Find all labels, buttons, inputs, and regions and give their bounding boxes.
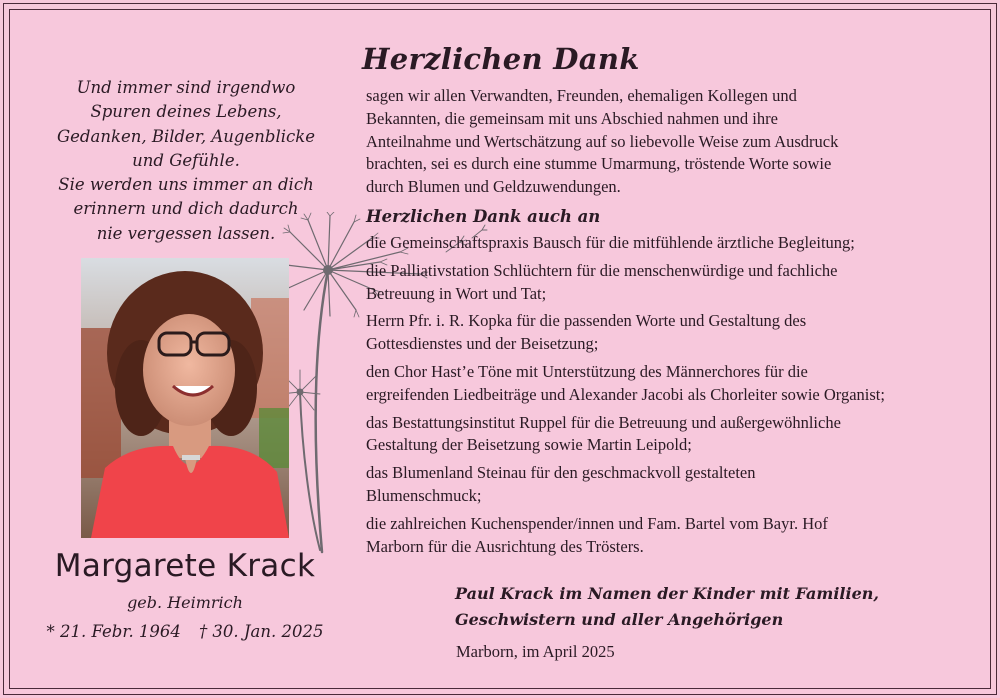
- list-item: die zahlreichen Kuchenspender/innen und Fam. Bartel vom Bayr. Hof Marborn für die Ausrichtung des Trösters.: [366, 513, 828, 556]
- birth-date: * 21. Febr. 1964: [46, 622, 181, 641]
- deceased-name: Margarete Krack: [54, 548, 316, 584]
- list-item: den Chor Hast’e Töne mit Unterstützung des Männerchores für die ergreifenden Liedbeiträge und Alexander Jacobi als Chorleiter sowie Organist;: [366, 361, 885, 404]
- list-item: Herrn Pfr. i. R. Kopka für die passenden Worte und Gestaltung des Gottesdienstes und der Beisetzung;: [366, 311, 807, 354]
- thanks-list: [366, 232, 986, 563]
- list-item: das Bestattungsinstitut Ruppel für die Betreuung und außergewöhnliche Gestaltung der Beisetzung sowie Martin Leipold;: [366, 412, 841, 455]
- place-date: Marborn, im April 2025: [456, 642, 615, 661]
- list-item: das Blumenland Steinau für den geschmackvoll gestalteten Blumenschmuck;: [366, 463, 756, 505]
- portrait-photo: [81, 258, 289, 538]
- section-heading: Herzlichen Dank auch an: [366, 207, 601, 226]
- list-item: die Palliativstation Schlüchtern für die menschenwürdige und fachliche Betreuung in Wort und Tat;: [366, 260, 838, 303]
- memorial-poem: Und immer sind irgendwo Spuren deines Lebens, Gedanken, Bilder, Augenblicke und Gefühle. Sie werden uns immer an dich erinnern und dich dadurch nie vergessen lassen.: [56, 78, 316, 243]
- intro-text: sagen wir allen Verwandten, Freunden, ehemaligen Kollegen und Bekannten, die gemeinsam mit uns Abschied nahmen und ihre Anteilnahme und Wertschätzung auf so liebevolle Weise zum Ausdruck brachten, sei es durch eine stumme Umarmung, tröstende Worte sowie durch Blumen und Geldzuwendungen.: [366, 86, 839, 197]
- death-date: † 30. Jan. 2025: [198, 622, 324, 641]
- list-item: die Gemeinschaftspraxis Bausch für die mitfühlende ärztliche Begleitung;: [366, 233, 855, 252]
- life-dates: [20, 622, 350, 641]
- signature: Paul Krack im Namen der Kinder mit Familien, Geschwistern und aller Angehörigen: [455, 584, 879, 629]
- page-title: Herzlichen Dank: [362, 42, 640, 76]
- birth-name: geb. Heimrich: [127, 593, 243, 612]
